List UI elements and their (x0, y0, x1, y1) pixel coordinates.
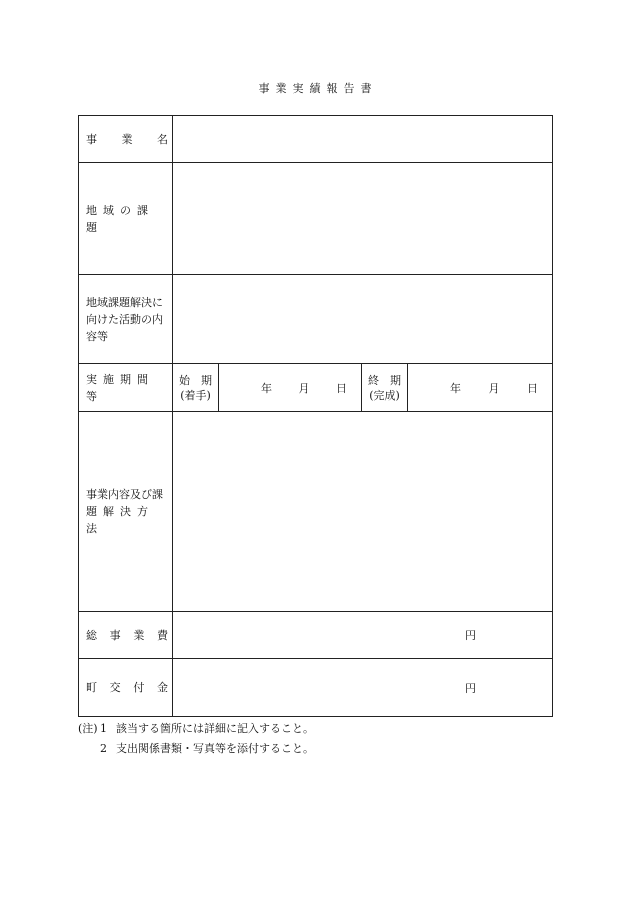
period-label (79, 364, 173, 412)
total-cost-label-char-3: 業 (133, 628, 145, 642)
start-date-field[interactable] (219, 364, 362, 412)
report-form-table (78, 115, 553, 717)
regional-issue-label-text: 地域の課題 (86, 203, 154, 234)
start-year-unit: 年 (261, 381, 272, 395)
end-month-unit: 月 (488, 381, 500, 395)
town-grant-label-char-4: 金 (156, 681, 168, 694)
note-number-1: 1 (100, 722, 107, 735)
row-activities (79, 275, 553, 364)
regional-issue-label (79, 163, 173, 275)
period-label-text: 実施期間等 (86, 372, 154, 403)
total-cost-yen-unit: 円 (465, 629, 476, 642)
note-text-2: 支出関係書類・写真等を添付すること。 (116, 742, 314, 755)
notes (78, 719, 314, 759)
town-grant-yen-unit: 円 (465, 681, 476, 695)
total-cost-label (79, 612, 173, 659)
note-item-2 (78, 739, 314, 759)
total-cost-label-char-1: 総 (86, 628, 97, 642)
row-period (79, 364, 553, 412)
project-name-label-char-3: 名 (157, 132, 168, 146)
end-day-unit: 日 (527, 381, 538, 395)
activities-label (79, 275, 173, 364)
note-number-2: 2 (100, 742, 107, 755)
activities-label-line-1: 地域課題解決に (86, 295, 163, 309)
content-label-line-1: 事業内容及び課 (86, 488, 163, 501)
start-period-label-line-1: 始 期 (179, 373, 212, 387)
activities-label-line-3: 容等 (86, 329, 108, 343)
content-label (79, 412, 173, 612)
document-title: 事業実績報告書 (258, 82, 378, 95)
row-content (79, 412, 553, 612)
activities-field[interactable] (173, 275, 553, 364)
note-indent (78, 739, 100, 759)
project-name-label-char-2: 業 (121, 132, 133, 146)
project-name-label (79, 116, 173, 163)
start-period-label (173, 364, 219, 412)
note-prefix: (注) (78, 722, 98, 735)
project-name-field[interactable] (173, 116, 553, 163)
regional-issue-field[interactable] (173, 163, 553, 275)
town-grant-label (79, 659, 173, 717)
total-cost-field[interactable] (173, 612, 553, 659)
start-month-unit: 月 (298, 381, 310, 395)
content-label-line-2: 題解決方法 (86, 505, 154, 535)
row-project-name (79, 116, 553, 163)
end-period-label-line-1: 終 期 (368, 373, 401, 387)
note-text-1: 該当する箇所には詳細に記入すること。 (116, 722, 314, 735)
start-period-label-line-2: (着手) (180, 388, 211, 402)
end-period-label-line-2: (完成) (369, 388, 400, 402)
row-regional-issue (79, 163, 553, 275)
end-period-label (362, 364, 408, 412)
start-day-unit: 日 (336, 381, 347, 395)
row-total-cost (79, 612, 553, 659)
end-date-field[interactable] (408, 364, 553, 412)
note-item-1 (78, 719, 314, 739)
row-town-grant (79, 659, 553, 717)
total-cost-label-char-2: 事 (109, 628, 121, 642)
town-grant-label-char-3: 付 (133, 681, 145, 694)
total-cost-label-char-4: 費 (156, 628, 168, 642)
end-year-unit: 年 (450, 381, 461, 395)
town-grant-label-char-1: 町 (86, 681, 97, 694)
town-grant-label-char-2: 交 (109, 681, 121, 694)
activities-label-line-2: 向けた活動の内 (86, 312, 163, 326)
project-name-label-char-1: 事 (86, 132, 97, 146)
content-field[interactable] (173, 412, 553, 612)
town-grant-field[interactable] (173, 659, 553, 717)
